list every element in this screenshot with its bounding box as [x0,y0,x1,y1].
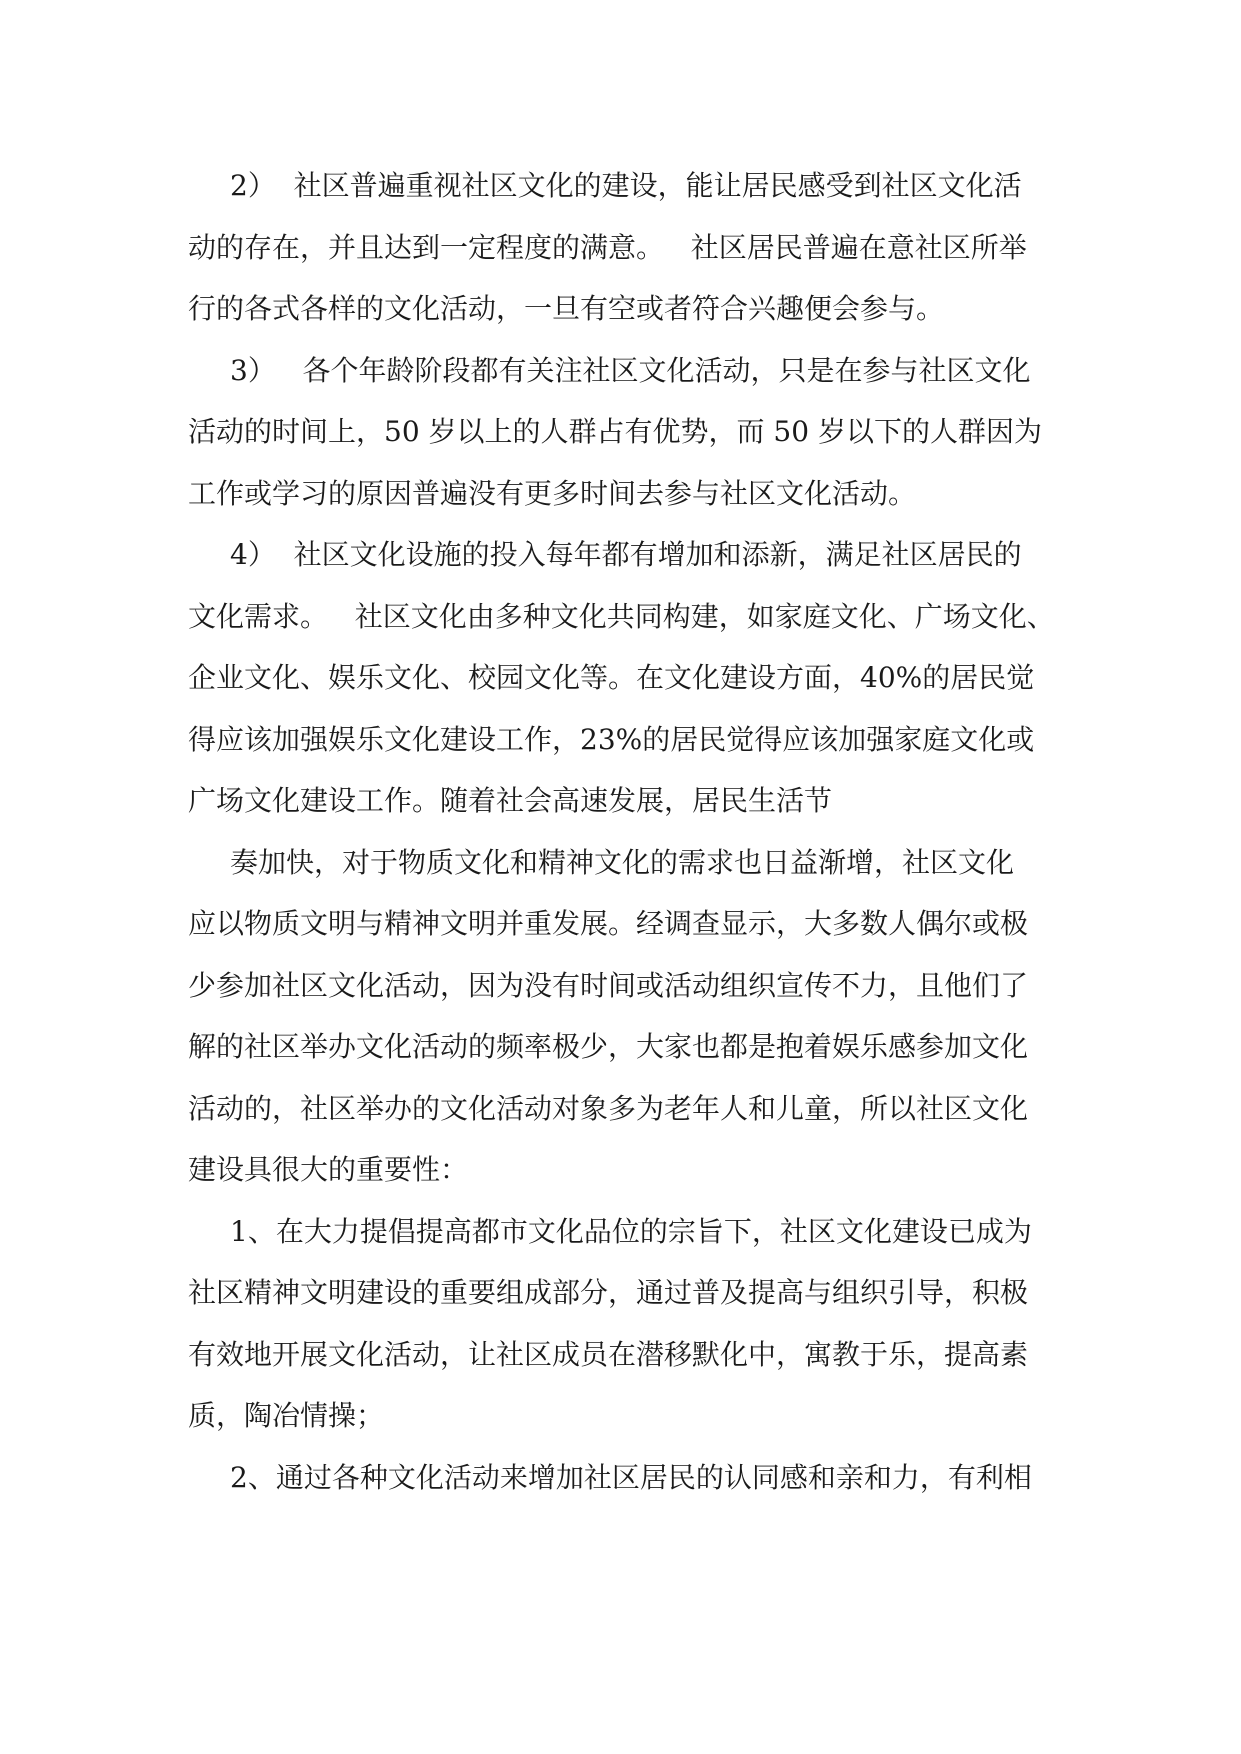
paragraph-line: 2） 社区普遍重视社区文化的建设，能让居民感受到社区文化活 [230,169,1022,202]
paragraph-line: 动的存在，并且达到一定程度的满意。 社区居民普遍在意社区所举 [188,230,1027,264]
paragraph-line: 奏加快，对于物质文化和精神文化的需求也日益渐增，社区文化 [230,845,1015,879]
paragraph-line: 活动的时间上，50 岁以上的人群占有优势，而 50 岁以下的人群因为 [188,415,1042,448]
paragraph-line: 质，陶冶情操； [188,1399,385,1432]
paragraph-line: 解的社区举办文化活动的频率极少，大家也都是抱着娱乐感参加文化 [188,1030,1029,1063]
paragraph-line: 1、在大力提倡提高都市文化品位的宗旨下，社区文化建设已成为 [230,1214,1032,1248]
paragraph-line: 3） 各个年龄阶段都有关注社区文化活动，只是在参与社区文化 [230,353,1031,387]
paragraph-line: 广场文化建设工作。随着社会高速发展，居民生活节 [188,784,833,817]
paragraph-line: 建设具很大的重要性： [188,1153,469,1186]
body-text [188,155,1068,1508]
paragraph-line: 社区精神文明建设的重要组成部分，通过普及提高与组织引导，积极 [188,1276,1029,1309]
paragraph-line: 工作或学习的原因普遍没有更多时间去参与社区文化活动。 [188,476,917,510]
paragraph-line: 得应该加强娱乐文化建设工作，23%的居民觉得应该加强家庭文化或 [188,722,1035,756]
paragraph-line: 企业文化、娱乐文化、校园文化等。在文化建设方面，40%的居民觉 [188,661,1035,694]
paragraph-line: 有效地开展文化活动，让社区成员在潜移默化中，寓教于乐，提高素 [188,1337,1029,1371]
paragraph-line: 活动的，社区举办的文化活动对象多为老年人和儿童，所以社区文化 [188,1091,1029,1125]
paragraph-line: 2、通过各种文化活动来增加社区居民的认同感和亲和力，有利相 [230,1460,1032,1494]
paragraph-line: 文化需求。 社区文化由多种文化共同构建，如家庭文化、广场文化、 [188,599,1055,633]
paragraph-line: 少参加社区文化活动，因为没有时间或活动组织宣传不力，且他们了 [188,968,1029,1002]
paragraph-line: 行的各式各样的文化活动，一旦有空或者符合兴趣便会参与。 [188,292,945,325]
paragraph-line: 应以物质文明与精神文明并重发展。经调查显示，大多数人偶尔或极 [188,907,1029,940]
paragraph-line: 4） 社区文化设施的投入每年都有增加和添新，满足社区居民的 [230,538,1022,571]
